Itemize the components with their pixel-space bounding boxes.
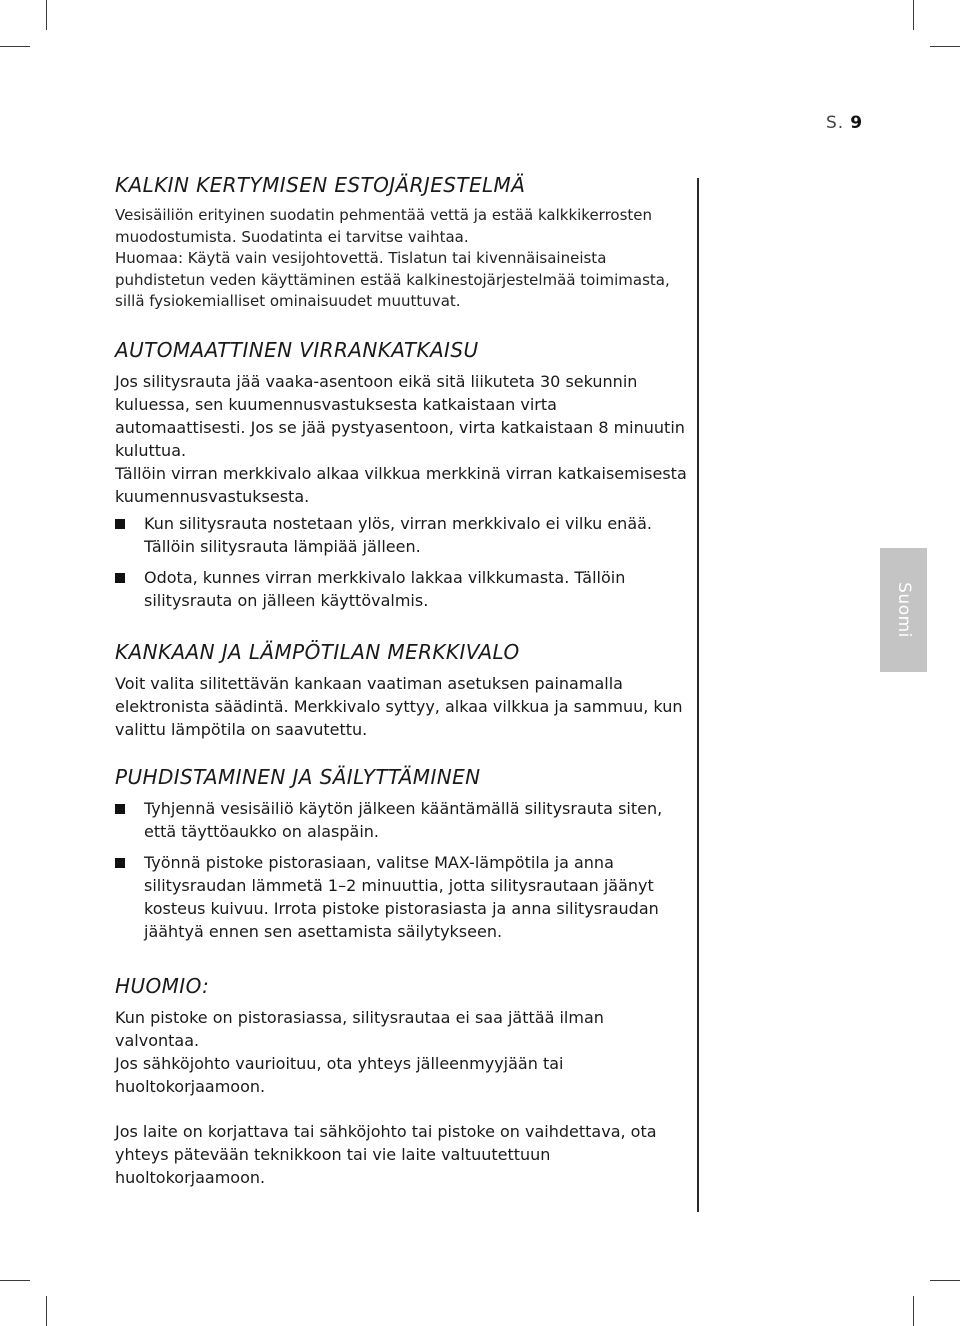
virrankatkaisu-text-2: Tällöin virran merkkivalo alkaa vilkkua merkkinä virran katkaisemisesta kuumennusvastuksesta. [115, 463, 687, 506]
virrankatkaisu-list [115, 512, 687, 612]
page-number-value: 9 [850, 113, 864, 133]
section-title-kalkki: KALKIN KERTYMISEN ESTOJÄRJESTELMÄ [115, 173, 526, 197]
bullet-square-icon [115, 519, 125, 529]
page-prefix: S. [826, 113, 845, 133]
merkkivalo-text: Voit valita silitettävän kankaan vaatiman asetuksen painamalla elektronista säädintä. Merkkivalo syttyy, alkaa vilkkua ja sammuu, kun valittu lämpötila on saavutettu. [115, 673, 683, 739]
section-title-huomio: HUOMIO: [115, 973, 210, 998]
puhdistaminen-list [115, 797, 687, 943]
list-item [115, 512, 687, 558]
virrankatkaisu-text-1: Jos silitysrauta jää vaaka-asentoon eikä sitä liikuteta 30 sekunnin kuluessa, sen kuumennusvastuksesta katkaistaan virta automaattisesti. Jos se jää pystyasentoon, virta katkaistaan 8 minuutin kuluttua. [115, 371, 685, 460]
crop-mark [930, 1280, 960, 1281]
bullet-square-icon [115, 858, 125, 868]
crop-mark [930, 46, 960, 47]
list-item [115, 797, 687, 843]
bullet-square-icon [115, 804, 125, 814]
list-item-text: Kun silitysrauta nostetaan ylös, virran merkkivalo ei vilku enää. Tällöin silitysrauta lämpiää jälleen. [144, 513, 653, 556]
crop-mark [913, 1296, 914, 1326]
bullet-square-icon [115, 573, 125, 583]
language-tab [880, 548, 927, 672]
main-content [115, 172, 687, 1189]
list-item-text: Odota, kunnes virran merkkivalo lakkaa vilkkumasta. Tällöin silitysrauta on jälleen käyttövalmis. [144, 567, 626, 610]
crop-mark [913, 0, 914, 30]
language-tab-label: Suomi [893, 582, 914, 638]
section-title-merkkivalo: KANKAAN JA LÄMPÖTILAN MERKKIVALO [115, 639, 520, 664]
list-item-text: Työnnä pistoke pistorasiaan, valitse MAX-lämpötila ja anna silitysraudan lämmetä 1–2 minuuttia, jotta silitysrautaan jäänyt kosteus kuivuu. Irrota pistoke pistorasiasta ja anna silitysraudan jäähtyä ennen sen asettamista säilytykseen. [144, 852, 659, 941]
crop-mark [46, 1296, 47, 1326]
page-number [826, 113, 863, 133]
kalkki-note: Huomaa: Käytä vain vesijohtovettä. Tislatun tai kivennäisaineista puhdistetun veden käyttäminen estää kalkinestojärjestelmää toimimasta, sillä fysiokemialliset ominaisuudet muuttuvat. [115, 249, 670, 310]
crop-mark [0, 46, 30, 47]
section-title-puhdistaminen: PUHDISTAMINEN JA SÄILYTTÄMINEN [115, 764, 481, 789]
huomio-text-3: Jos laite on korjattava tai sähköjohto tai pistoke on vaihdettava, ota yhteys pätevään teknikkoon tai vie laite valtuutettuun huoltokorjaamoon. [115, 1121, 657, 1187]
huomio-text-2: Jos sähköjohto vaurioituu, ota yhteys jälleenmyyjään tai huoltokorjaamoon. [115, 1053, 564, 1096]
crop-mark [0, 1280, 30, 1281]
column-divider [697, 178, 699, 1212]
crop-mark [46, 0, 47, 30]
list-item [115, 851, 687, 943]
section-title-virrankatkaisu: AUTOMAATTINEN VIRRANKATKAISU [115, 337, 479, 362]
list-item [115, 566, 687, 612]
kalkki-text: Vesisäiliön erityinen suodatin pehmentää vettä ja estää kalkkikerrosten muodostumista. Suodatinta ei tarvitse vaihtaa. [115, 206, 653, 246]
list-item-text: Tyhjennä vesisäiliö käytön jälkeen kääntämällä silitysrauta siten, että täyttöaukko on alaspäin. [144, 798, 663, 841]
huomio-text-1: Kun pistoke on pistorasiassa, silitysrautaa ei saa jättää ilman valvontaa. [115, 1007, 604, 1050]
